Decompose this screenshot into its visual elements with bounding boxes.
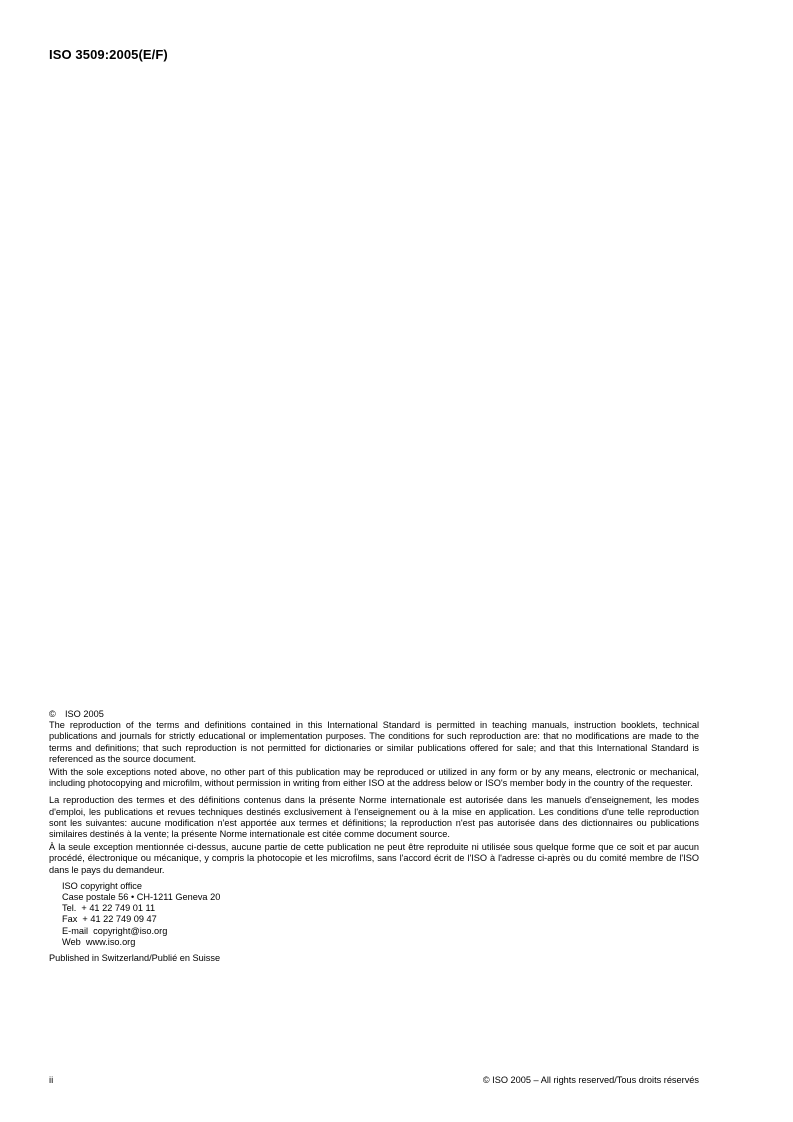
- reproduction-restriction-fr: À la seule exception mentionnée ci-dessus, aucune partie de cette publication ne peut être reproduite ni utilisée sous quelque forme que ce soit et par aucun procédé, électronique ou mécanique, y compris la photocopie et les microfilms, sans l'accord écrit de l'ISO à l'adresse ci-après ou du comité membre de l'ISO dans le pays du demandeur.: [49, 842, 699, 875]
- address-office: ISO copyright office: [62, 880, 143, 891]
- reproduction-terms-en: The reproduction of the terms and definitions contained in this International Standard is permitted in teaching manuals, instruction booklets, technical publications and journals for strictly educational or implementation purposes. The conditions for such reproduction are: that no modifications are made to the terms and definitions; that such reproduction is not permitted for dictionaries or similar publications offered for sale; and that this International Standard is referenced as the source document.: [49, 720, 699, 764]
- copyright-line: [49, 709, 699, 720]
- copyright-year: ISO 2005: [65, 709, 104, 719]
- published-location: Published in Switzerland/Publié en Suisse: [49, 953, 221, 964]
- address-postal: Case postale 56 • CH-1211 Geneva 20: [62, 892, 221, 903]
- iso-address: [62, 881, 699, 948]
- copyright-symbol: ©: [49, 709, 56, 719]
- address-fax: Fax + 41 22 749 09 47: [62, 914, 157, 925]
- reproduction-restriction-en: With the sole exceptions noted above, no other part of this publication may be reproduced or utilized in any form or by any means, electronic or mechanical, including photocopying and microfilm, without permission in writing from either ISO at the address below or ISO's member body in the country of the requester.: [49, 767, 699, 789]
- address-tel: Tel. + 41 22 749 01 11: [62, 903, 156, 914]
- document-id: ISO 3509:2005(E/F): [49, 47, 168, 62]
- address-web: Web www.iso.org: [62, 936, 136, 947]
- reproduction-terms-fr: La reproduction des termes et des définitions contenus dans la présente Norme internationale est autorisée dans les manuels d'enseignement, les modes d'emploi, les publications et revues techniques destinés exclusivement à l'enseignement ou à la mise en application. Les conditions d'une telle reproduction sont les suivantes: aucune modification n'est apportée aux termes et définitions; la reproduction n'est pas autorisée dans des dictionnaires ou publications similaires destinés à la vente; la présente Norme internationale est citée comme document source.: [49, 795, 699, 840]
- copyright-notice: [49, 709, 699, 964]
- footer-rights: © ISO 2005 – All rights reserved/Tous droits réservés: [482, 1075, 699, 1085]
- page-number: ii: [49, 1075, 54, 1086]
- address-email: E-mail copyright@iso.org: [62, 925, 168, 936]
